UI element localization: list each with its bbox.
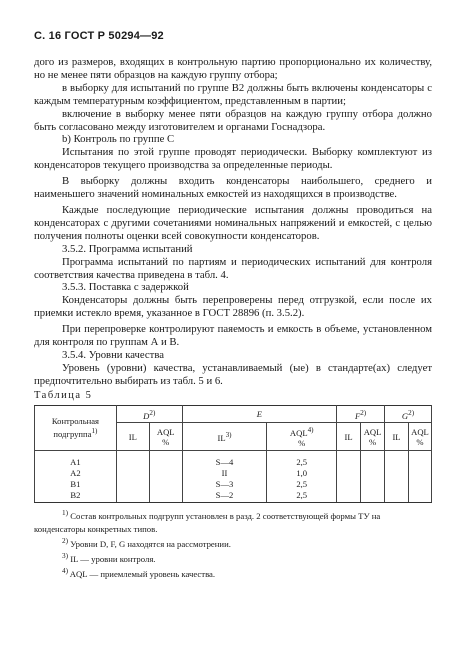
table-caption: Таблица 5 [34,389,93,401]
table-row [35,451,432,468]
col-header-group: Контрольная подгруппа$^{1)}$ [35,405,117,451]
cell-il: S—4 [182,451,267,468]
section-heading: 3.5.3. Поставка с задержкой [62,281,189,294]
cell-group: A1 [35,451,117,468]
cell-il: S—3 [182,479,267,490]
paragraph: При перепроверке контролируют паяемость и емкость в объеме, установленном для контроля по группам А и В. [34,323,432,349]
col-header-level-f: $F^{2)}$ [337,405,385,423]
cell-il: S—2 [182,490,267,503]
body-text [34,56,432,580]
table-row [35,479,432,490]
subsection-heading: b) Контроль по группе С [62,133,175,146]
footnote: $^{1)}$ Состав контрольных подгрупп установлен в разд. 2 соответствующей формы ТУ на конденсаторы конкретных типов. [34,509,381,534]
col-header-aql: AQL % [149,423,182,451]
col-header-aql: AQL$^{4)}$ % [267,423,337,451]
col-header-il: IL [385,423,409,451]
cell-il: II [182,468,267,479]
paragraph: Каждые последующие периодические испытания должны проводиться на конденсаторах с другими сочетаниями номинальных напряжений и емкостей, с целью получения полноты оценки всей совокупности конденсаторов. [34,203,432,242]
cell-aql: 1,0 [267,468,337,479]
col-header-level-e: E [182,405,336,423]
paragraph: Испытания по этой группе проводят периодически. Выборку комплектуют из конденсаторов текущего производства за определенные периоды. [34,146,432,172]
cell-aql: 2,5 [267,479,337,490]
col-header-il: IL$^{3)}$ [182,423,267,451]
footnote: $^{3)}$ IL — уровни контроля. [62,551,156,564]
paragraph: Программа испытаний по партиям и периодических испытаний для контроля соответствия качества приведена в табл. 4. [34,255,432,281]
table-row [35,490,432,503]
quality-levels-table [34,405,432,504]
cell-group: B2 [35,490,117,503]
cell-aql: 2,5 [267,490,337,503]
table-footnotes [34,507,432,580]
paragraph: Уровень (уровни) качества, устанавливаемый (ые) в стандарте(ах) следует предпочтительно выбирать из табл. 5 и 6. [34,361,432,387]
paragraph: Конденсаторы должны быть перепроверены перед отгрузкой, если после их приемки истекло время, указанное в ГОСТ 28896 (п. 3.5.2). [34,294,432,320]
paragraph: дого из размеров, входящих в контрольную партию пропорционально их количеству, но не менее пяти образцов на каждую группу отбора; [34,56,432,81]
section-heading: 3.5.2. Программа испытаний [62,242,193,255]
col-header-aql: AQL % [361,423,385,451]
paragraph: В выборку должны входить конденсаторы наибольшего, среднего и наименьшего значений номинальных емкостей из находящихся в производстве. [34,175,432,201]
col-header-level-g: $G^{2)}$ [385,405,432,423]
footnote: $^{2)}$ Уровни D, F, G находятся на рассмотрении. [62,536,231,549]
col-header-level-d: $D^{2)}$ [116,405,182,423]
page-header: С. 16 ГОСТ Р 50294—92 [34,30,164,42]
footnote: $^{4)}$ AQL — приемлемый уровень качества. [62,566,216,579]
col-header-il: IL [116,423,149,451]
section-heading: 3.5.4. Уровни качества [62,348,164,361]
cell-group: B1 [35,479,117,490]
col-header-aql: AQL % [408,423,431,451]
col-header-il: IL [337,423,361,451]
paragraph: в выборку для испытаний по группе В2 должны быть включены конденсаторы с каждым температурным коэффициентом, представленным в партии; [34,81,432,107]
cell-aql: 2,5 [267,451,337,468]
paragraph: включение в выборку менее пяти образцов на каждую группу отбора должно быть согласовано между изготовителем и органами Госнадзора. [34,107,432,133]
cell-group: A2 [35,468,117,479]
table-row [35,468,432,479]
